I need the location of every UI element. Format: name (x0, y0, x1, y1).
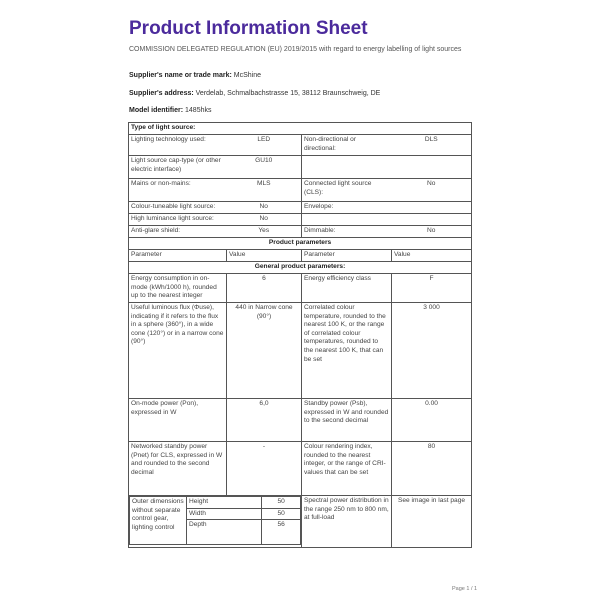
width-label: Width (187, 508, 262, 520)
row-label: Useful luminous flux (Φuse), indicating if it refers to the flux in a sphere (360°), in a wide cone (120°) or in a narrow cone (90°) (129, 303, 227, 399)
row-label: Dimmable: (302, 226, 392, 238)
row-label: Standby power (Psb), expressed in W and rounded to the second decimal (302, 399, 392, 442)
row-label: Mains or non-mains: (129, 179, 227, 202)
row-value (392, 202, 472, 214)
row-value (392, 156, 472, 179)
row-label: High luminance light source: (129, 214, 227, 226)
row-value: 6,0 (227, 399, 302, 442)
table-row (129, 135, 472, 156)
row-label: Energy consumption in on-mode (kWh/1000 h), rounded up to the nearest integer (129, 274, 227, 303)
col-header-parameter: Parameter (129, 250, 227, 262)
column-header-row (129, 250, 472, 262)
table-row (129, 399, 472, 442)
row-value: 0.00 (392, 399, 472, 442)
dimensions-row (129, 496, 472, 548)
depth-value: 56 (262, 520, 301, 545)
table-row (129, 179, 472, 202)
general-parameters-heading: General product parameters: (129, 262, 472, 274)
row-label: Lighting technology used: (129, 135, 227, 156)
row-value: - (227, 442, 302, 496)
supplier-name-value: McShine (233, 72, 261, 79)
row-value: No (227, 214, 302, 226)
general-heading-row (129, 262, 472, 274)
row-label: Colour rendering index, rounded to the nearest integer, or the range of CRI-values that can be set (302, 442, 392, 496)
supplier-address-label: Supplier's address: (129, 90, 194, 97)
row-value: 6 (227, 274, 302, 303)
width-value: 50 (262, 508, 301, 520)
table-row (129, 226, 472, 238)
table-row (129, 214, 472, 226)
page-number: Page 1 / 1 (452, 586, 478, 592)
dimensions-cell (129, 496, 302, 548)
table-row (129, 156, 472, 179)
page-title: Product Information Sheet (129, 18, 368, 39)
row-label: Non-directional or directional: (302, 135, 392, 156)
row-label: Networked standby power (Pnet) for CLS, expressed in W and rounded to the second decimal (129, 442, 227, 496)
row-value: GU10 (227, 156, 302, 179)
model-identifier-label: Model identifier: (129, 107, 184, 114)
row-value: DLS (392, 135, 472, 156)
supplier-name-label: Supplier's name or trade mark: (129, 72, 232, 79)
dimensions-label: Outer dimensions without separate control gear, lighting control (130, 497, 187, 545)
row-label (302, 156, 392, 179)
row-label: Correlated colour temperature, rounded to the nearest 100 K, or the range of correlated colour temperatures, rounded to the nearest 100 K, that can be set (302, 303, 392, 399)
row-label: Anti-glare shield: (129, 226, 227, 238)
spectral-value: See image in last page (392, 496, 472, 548)
type-heading-row (129, 123, 472, 135)
model-identifier-value: 1485hks (185, 107, 212, 114)
height-label: Height (187, 497, 262, 509)
col-header-value-2: Value (392, 250, 472, 262)
dimensions-table (129, 496, 301, 545)
col-header-value: Value (227, 250, 302, 262)
product-parameters-heading-row (129, 238, 472, 250)
model-identifier-line (129, 107, 211, 114)
supplier-name-line (129, 72, 261, 79)
col-header-parameter-2: Parameter (302, 250, 392, 262)
row-value: 80 (392, 442, 472, 496)
row-value: 3 000 (392, 303, 472, 399)
height-value: 50 (262, 497, 301, 509)
table-row (129, 274, 472, 303)
supplier-address-value: Verdelab, Schmalbachstrasse 15, 38112 Braunschweig, DE (195, 90, 381, 97)
supplier-address-line (129, 90, 380, 97)
row-value: MLS (227, 179, 302, 202)
table-row (129, 303, 472, 399)
product-parameters-heading: Product parameters (129, 238, 472, 250)
row-value: No (392, 179, 472, 202)
row-label: On-mode power (Pon), expressed in W (129, 399, 227, 442)
row-label (302, 214, 392, 226)
row-value (392, 214, 472, 226)
depth-label: Depth (187, 520, 262, 545)
row-label: Colour-tuneable light source: (129, 202, 227, 214)
row-value: No (392, 226, 472, 238)
regulation-text: COMMISSION DELEGATED REGULATION (EU) 2019/2015 with regard to energy labelling of light sources (129, 46, 462, 53)
row-value: 440 in Narrow cone (90°) (227, 303, 302, 399)
table-row (129, 202, 472, 214)
row-label: Envelope: (302, 202, 392, 214)
table-row (129, 442, 472, 496)
row-label: Light source cap-type (or other electric interface) (129, 156, 227, 179)
spectral-label: Spectral power distribution in the range 250 nm to 800 nm, at full-load (302, 496, 392, 548)
row-value: F (392, 274, 472, 303)
row-value: No (227, 202, 302, 214)
row-value: LED (227, 135, 302, 156)
parameters-table (128, 122, 472, 548)
row-value: Yes (227, 226, 302, 238)
row-label: Energy efficiency class (302, 274, 392, 303)
row-label: Connected light source (CLS): (302, 179, 392, 202)
type-section-heading: Type of light source: (129, 123, 472, 135)
